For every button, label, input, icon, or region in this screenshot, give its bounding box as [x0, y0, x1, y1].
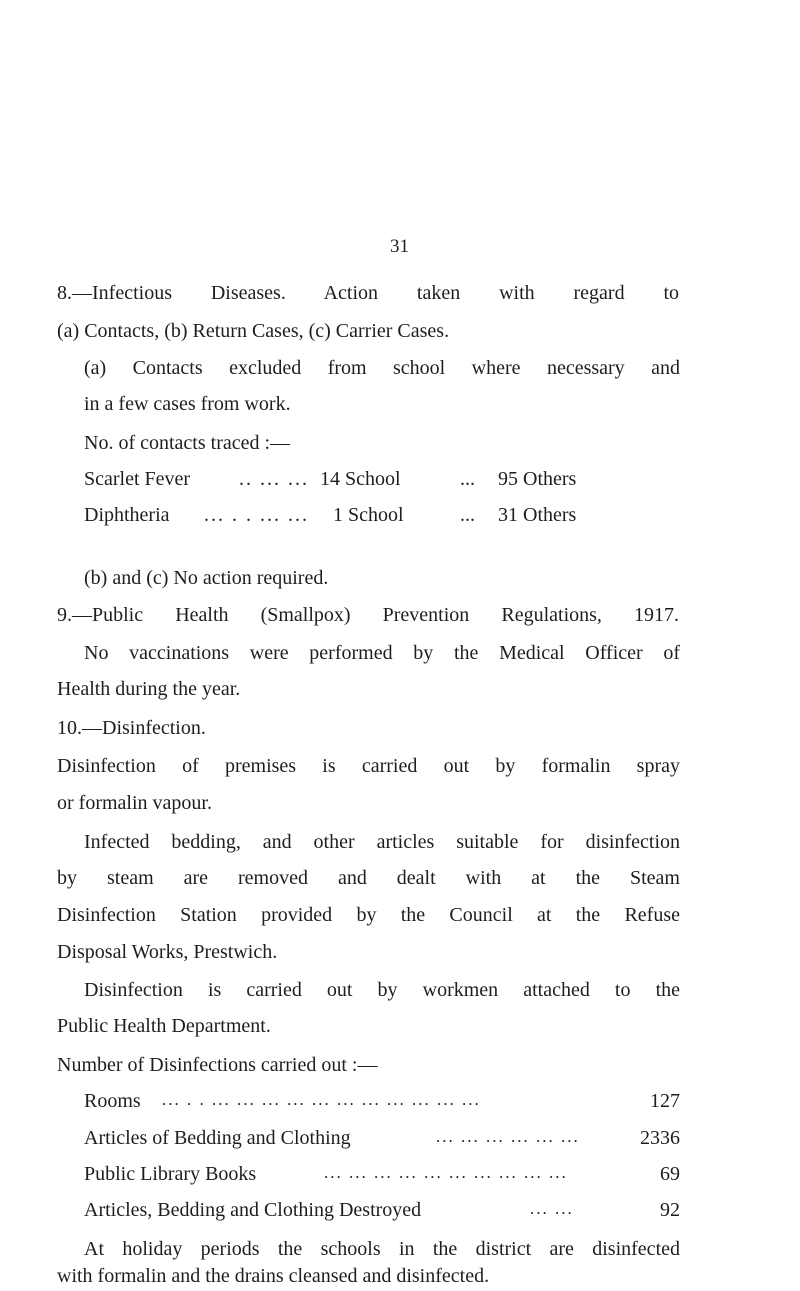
count-value: 69: [660, 1163, 680, 1185]
section-9-heading: 9.—Public Health (Smallpox) Prevention Regulations, 1917.: [57, 604, 679, 626]
para-a-line-2: in a few cases from work.: [84, 393, 291, 415]
section-9-line-2: Health during the year.: [57, 678, 241, 700]
contacts-disease: Diphtheria: [84, 504, 170, 526]
contacts-others: 95 Others: [498, 468, 577, 490]
contacts-dots: ...: [460, 468, 475, 490]
page-number: 31: [390, 236, 409, 257]
section-10-p2-line-2: by steam are removed and dealt with at the Steam: [57, 867, 680, 889]
count-label: Public Library Books: [84, 1163, 257, 1185]
section-10-p2-line-3: Disinfection Station provided by the Council at the Refuse: [57, 904, 680, 926]
count-leader: ... ... ... ... ... ...: [436, 1127, 580, 1146]
contacts-row-scarlet-fever: [84, 468, 680, 494]
para-a-line-1: (a) Contacts excluded from school where necessary and: [84, 357, 680, 379]
count-row-bedding-clothing: [84, 1127, 680, 1153]
contacts-row-diphtheria: [84, 504, 680, 530]
contacts-leader: ... . . ... ...: [204, 504, 309, 526]
contacts-leader: .. ... ...: [239, 468, 309, 490]
contacts-dots: ...: [460, 504, 475, 526]
section-10-p2-line-4: Disposal Works, Prestwich.: [57, 941, 278, 963]
contacts-intro: No. of contacts traced :—: [84, 432, 291, 454]
count-leader: ... ... ... ... ... ... ... ... ... ...: [324, 1163, 568, 1182]
contacts-disease: Scarlet Fever: [84, 468, 191, 490]
closing-line-2: with formalin and the drains cleansed and disinfected.: [57, 1265, 490, 1287]
count-leader: ... ...: [530, 1199, 574, 1218]
section-10-heading: 10.—Disinfection.: [57, 717, 206, 739]
count-row-destroyed: [84, 1199, 680, 1225]
section-10-p1-line-2: or formalin vapour.: [57, 792, 212, 814]
closing-line-1: At holiday periods the schools in the district are disinfected: [84, 1238, 680, 1260]
count-label: Articles of Bedding and Clothing: [84, 1127, 351, 1149]
count-label: Articles, Bedding and Clothing Destroyed: [84, 1199, 422, 1221]
section-9-line-1: No vaccinations were performed by the Medical Officer of: [84, 642, 680, 664]
section-10-p3-line-2: Public Health Department.: [57, 1015, 271, 1037]
contacts-school: 14 School: [320, 468, 401, 490]
section-8-heading: 8.—Infectious Diseases. Action taken with regard to: [57, 282, 679, 304]
count-value: 127: [650, 1090, 680, 1112]
section-10-p3-line-1: Disinfection is carried out by workmen attached to the: [84, 979, 680, 1001]
count-label: Rooms: [84, 1090, 141, 1112]
section-8-subheading: (a) Contacts, (b) Return Cases, (c) Carrier Cases.: [57, 320, 450, 342]
count-row-rooms: [84, 1090, 680, 1116]
contacts-others: 31 Others: [498, 504, 577, 526]
count-value: 2336: [640, 1127, 680, 1149]
count-leader: ... . . ... ... ... ... ... ... ... ... ... ... ...: [162, 1090, 481, 1109]
section-10-p1-line-1: Disinfection of premises is carried out by formalin spray: [57, 755, 680, 777]
count-value: 92: [660, 1199, 680, 1221]
para-bc: (b) and (c) No action required.: [84, 567, 329, 589]
contacts-school: 1 School: [333, 504, 404, 526]
count-row-library-books: [84, 1163, 680, 1189]
disinfection-count-intro: Number of Disinfections carried out :—: [57, 1054, 378, 1076]
section-10-p2-line-1: Infected bedding, and other articles suitable for disinfection: [84, 831, 680, 853]
